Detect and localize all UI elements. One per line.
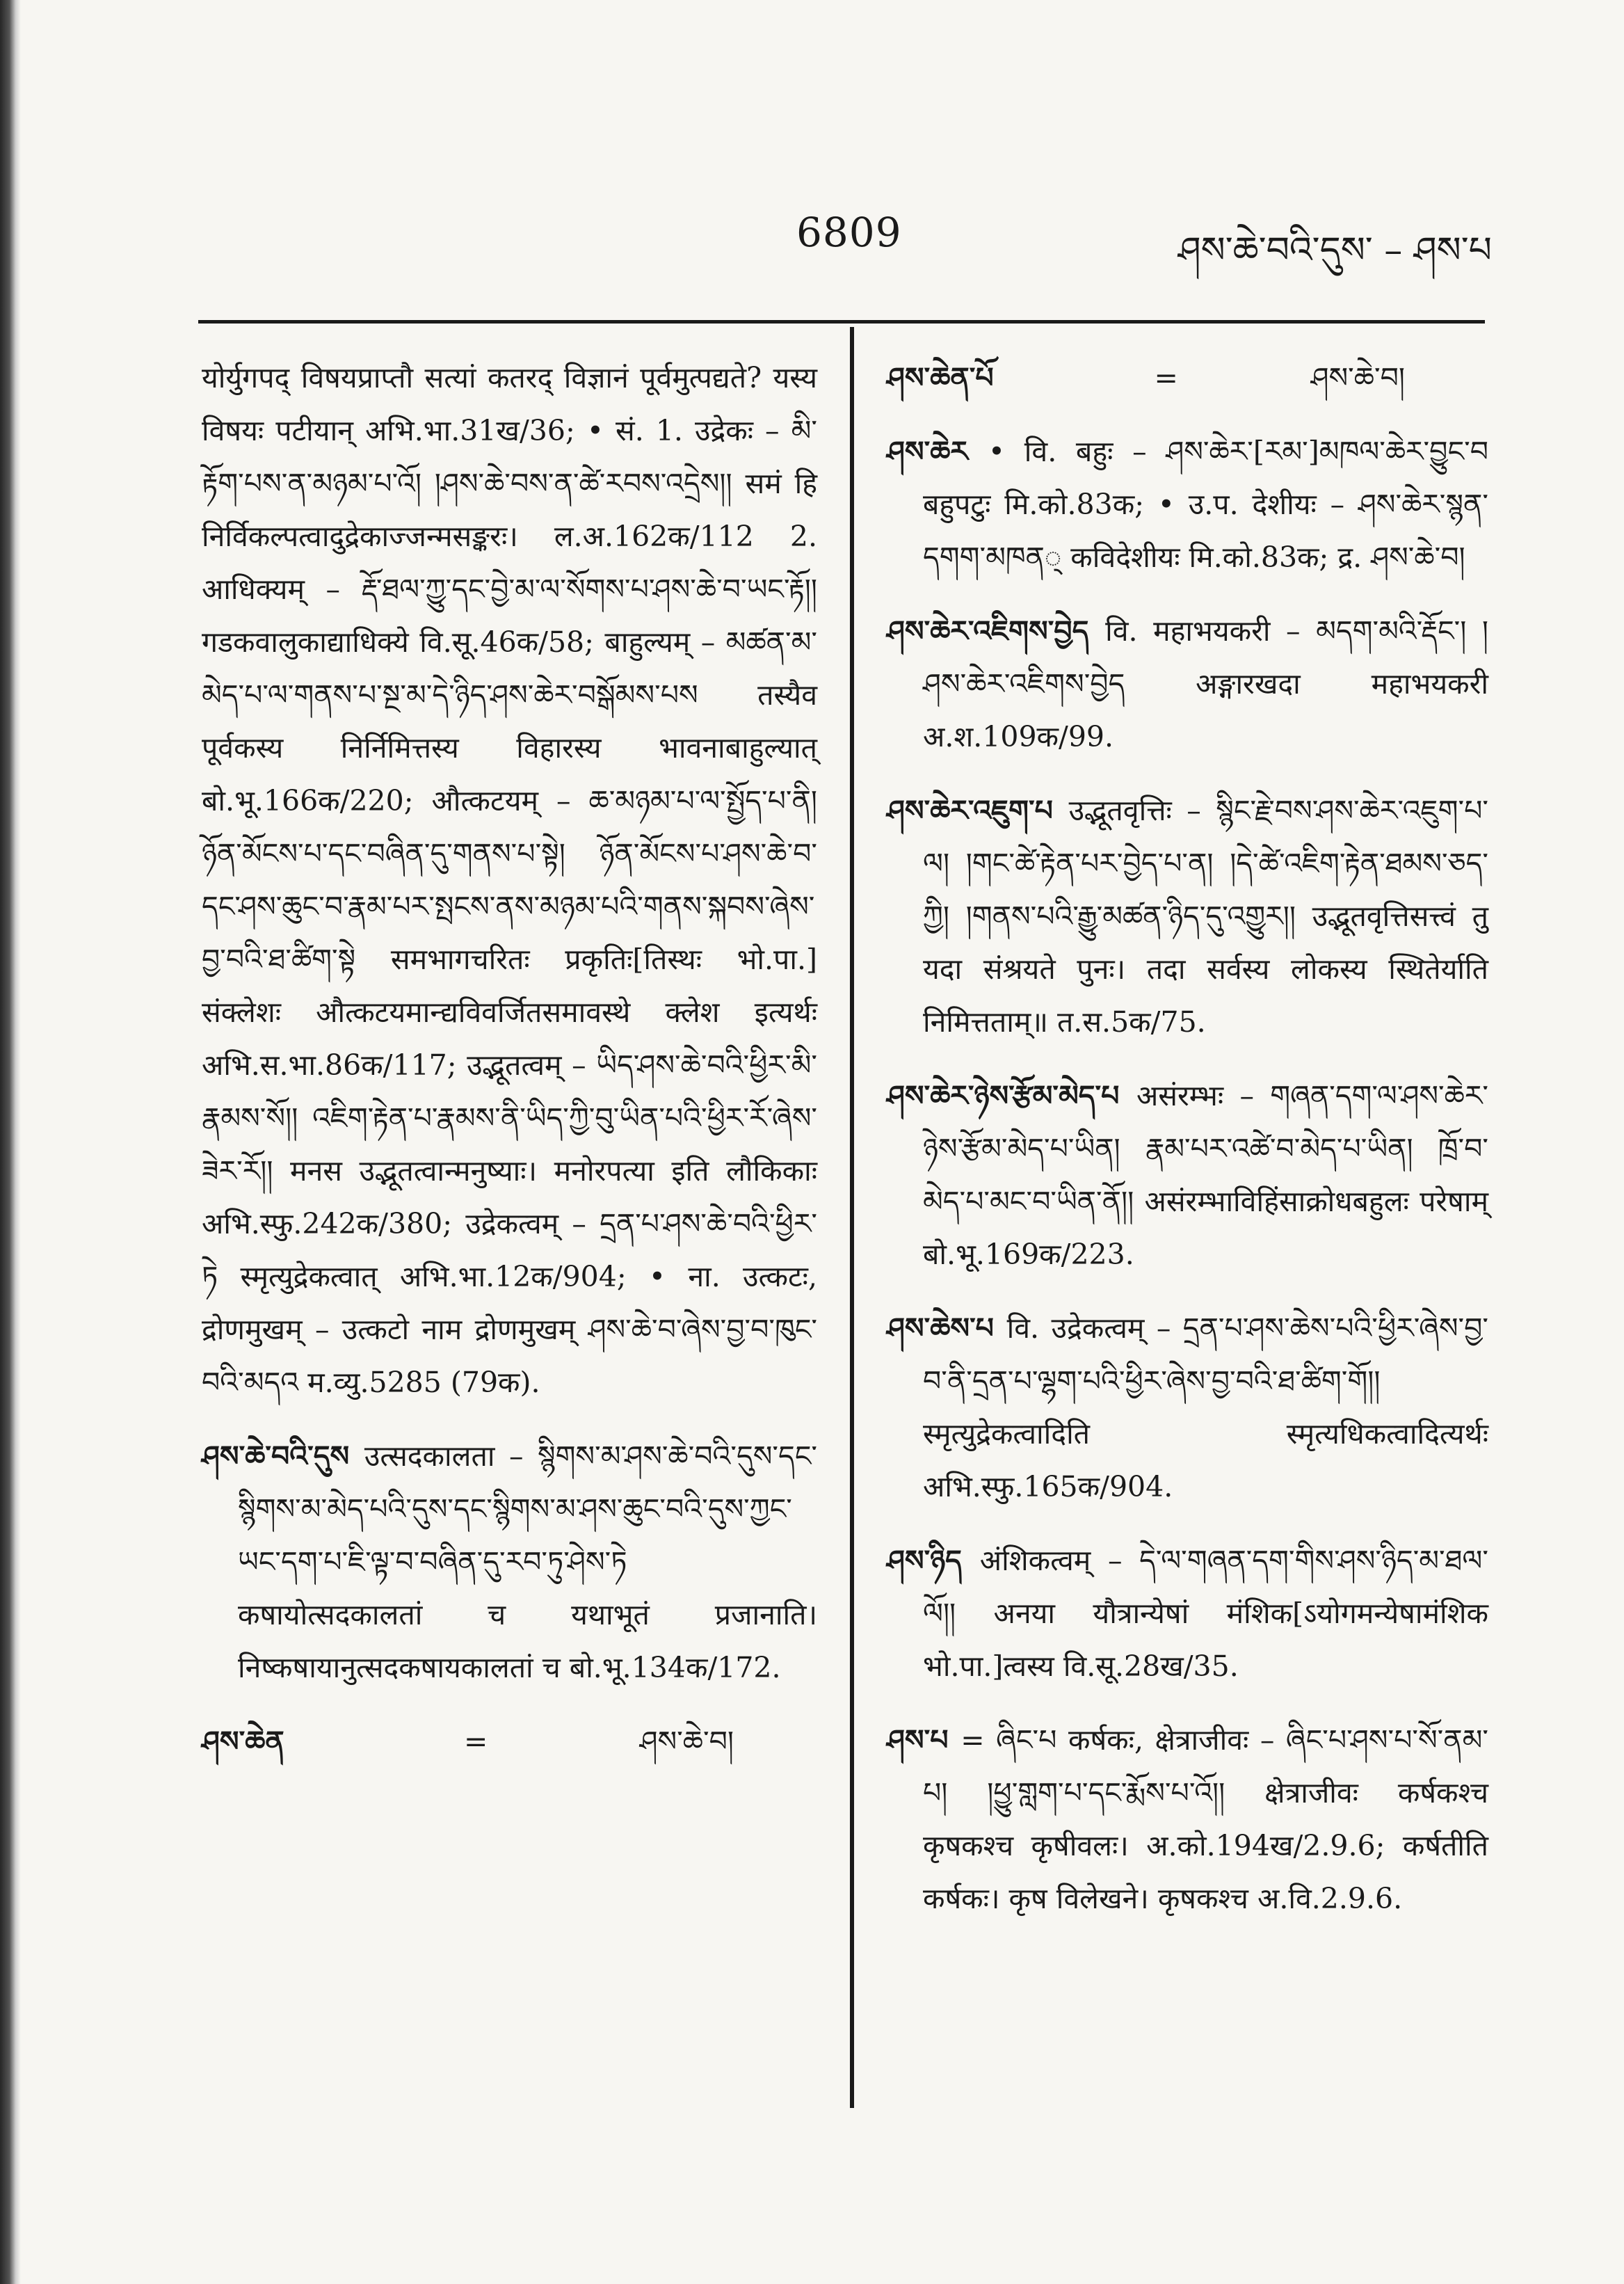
dictionary-entry (887, 784, 1488, 1048)
entry-body: उद्भूतवृत्तिः – སྙིང་རྗེ་བས་ཤས་ཆེར་འཇུག་པ་ལ། །གང་ཚེ་རྟེན་པར་བྱེད་པ་ན། །དེ་ཚེ་འཇིག་རྟེན་ཐམས་ཅད་ཀྱི། །གནས་པའི་རྒྱུ་མཚན་ཉིད་དུ་འགྱུར།། उद्भूतवृत्तिसत्त्वं तु यदा संश्रयते पुनः। तदा सर्वस्य लोकस्य स्थितेर्याति निमित्तताम्॥ त.स.5क/75. (923, 794, 1488, 1039)
entry-headword: ཤས་ཆེར (887, 435, 988, 468)
running-head: ཤས་ཆེ་བའི་དུས་ – ཤས་པ (1177, 230, 1492, 271)
equals-sign: = (464, 1725, 488, 1758)
cross-reference-entry (887, 351, 1488, 404)
entry-headword: ཤས་ཆེན (202, 1725, 284, 1758)
entry-body: वि. महाभयकरी – མདག་མའི་རྡོང་། །ཤས་ཆེར་འཇིགས་བྱེད अङ्गारखदा महाभयकरी अ.श.109क/99. (923, 614, 1488, 753)
column-divider (850, 327, 854, 2108)
entry-headword: ཤས་ཆེར་འཇུག་པ (887, 794, 1069, 827)
dictionary-entry (887, 1534, 1488, 1693)
book-spine-shadow (0, 0, 21, 2284)
entry-body: • वि. बहुः – ཤས་ཆེར་[རམ་]མཁལ་ཆེར་བྱུང་བ बहुपटुः मि.को.83क; • उ.प. देशीयः – ཤས་ཆེར་སྙན་དགག་མཁན् कविदेशीयः मि.को.83क; द्र. ཤས་ཆེ་བ། (923, 435, 1488, 574)
page-number: 6809 (796, 209, 902, 256)
cross-reference-target: ཤས་ཆེ་བ། (1310, 361, 1405, 394)
entry-headword: ཤས་ཆེས་པ (887, 1311, 1007, 1345)
entry-body: = ཞིང་པ कर्षकः, क्षेत्राजीवः – ཞིང་པ་ཤས་པ་སོ་ནམ་པ། །ཕྱུ་གླག་པ་དང་རྨོས་པ་འོ།། क्षेत्राजीवः कर्षकश्च कृषकश्च कृषीवलः। अ.को.194ख/2.9.6; कर्षतीति कर्षकः। कृष विलेखने। कृषकश्च अ.वि.2.9.6. (923, 1723, 1488, 1915)
entry-body: असंरम्भः – གཞན་དག་ལ་ཤས་ཆེར་ཉེས་རྩོམ་མེད་པ་ཡིན། རྣམ་པར་འཚེ་བ་མེད་པ་ཡིན། ཁྲོ་བ་མེད་པ་མང་བ་ཡིན་ནོ།། असंरम्भाविहिंसाक्रोधबहुलः परेषाम् बो.भू.169क/223. (923, 1079, 1489, 1271)
dictionary-entry (202, 1430, 817, 1694)
header-rule (198, 320, 1485, 324)
entry-headword: ཤས་ཆེན་པོ (887, 361, 994, 394)
equals-sign: = (1154, 361, 1178, 394)
dictionary-entry (887, 425, 1488, 584)
entry-headword: ཤས་ཆེ་བའི་དུས (202, 1439, 364, 1473)
cross-reference-target: ཤས་ཆེ་བ། (639, 1725, 734, 1758)
entry-body: अंशिकत्वम् – དེ་ལ་གཞན་དག་གིས་ཤས་ཉིད་མ་ཐལ་ལོ།། अनया यौत्रान्येषां मंशिक[ऽयोगमन्येषामंशिक भो.पा.]त्वस्य वि.सू.28ख/35. (923, 1544, 1488, 1683)
entry-body: वि. उद्रेकत्वम् – དྲན་པ་ཤས་ཆེས་པའི་ཕྱིར་ཞེས་བྱ་བ་ནི་དྲན་པ་ལྷག་པའི་ཕྱིར་ཞེས་བྱ་བའི་ཐ་ཚིག་གོ།། स्मृत्युद्रेकत्वादिति स्मृत्यधिकत्वादित्यर्थः अभि.स्फु.165क/904. (923, 1311, 1488, 1503)
entry-headword: ཤས་ཆེར་ཉེས་རྩོམ་མེད་པ (887, 1079, 1136, 1112)
dictionary-entry (887, 605, 1488, 763)
dictionary-entry (887, 1714, 1488, 1925)
entry-body: उत्सदकालता – སྙིགས་མ་ཤས་ཆེ་བའི་དུས་དང་སྙིགས་མ་མེད་པའི་དུས་དང་སྙིགས་མ་ཤས་ཆུང་བའི་དུས་ཀྱང་ཡང་དག་པ་ཇི་ལྟ་བ་བཞིན་དུ་རབ་ཏུ་ཤེས་ཏེ कषायोत्सदकालतां च यथाभूतं प्रजानाति। निष्कषायानुत्सदकषायकालतां च बो.भू.134क/172. (238, 1439, 817, 1684)
continued-entry: योर्युगपद् विषयप्राप्तौ सत्यां कतरद् विज्ञानं पूर्वमुत्पद्यते? यस्य विषयः पटीयान् अभि.भा.31ख/36; • सं. 1. उद्रेकः – མི་རྟོག་པས་ན་མཉམ་པ་འོ། །ཤས་ཆེ་བས་ན་ཚེ་རབས་འདྲེས།། समं हि निर्विकल्पत्वादुद्रेकाज्जन्मसङ्करः। ल.अ.162क/112 2. आधिक्यम् – རྡོ་ཐལ་ཀྱུ་དང་བྱེ་མ་ལ་སོགས་པ་ཤས་ཆེ་བ་ཡང་རྟོ།། गडकवालुकाद्याधिक्ये वि.सू.46क/58; बाहुल्यम् – མཚན་མ་མེད་པ་ལ་གནས་པ་སྔ་མ་དེ་ཉིད་ཤས་ཆེར་བསྒོམས་པས तस्यैव पूर्वकस्य निर्निमित्तस्य विहारस्य भावनाबाहुल्यात् बो.भू.166क/220; औत्कटयम् – ཆ་མཉམ་པ་ལ་སྤྱོད་པ་ནི། ཉོན་མོངས་པ་དང་བཞིན་དུ་གནས་པ་སྟེ། ཉོན་མོངས་པ་ཤས་ཆེ་བ་དང་ཤས་ཆུང་བ་རྣམ་པར་སྤངས་ནས་མཉམ་པའི་གནས་སྐབས་ཞེས་བྱ་བའི་ཐ་ཚིག་སྟེ समभागचरितः प्रकृतिः[तिस्थः भो.पा.] संक्लेशः औत्कटयमान्द्यविवर्जितसमावस्थे क्लेश इत्यर्थः अभि.स.भा.86क/117; उद्भूतत्वम् – ཡིད་ཤས་ཆེ་བའི་ཕྱིར་མི་རྣམས་སོ།། འཇིག་རྟེན་པ་རྣམས་ནི་ཡིད་ཀྱི་བུ་ཡིན་པའི་ཕྱིར་རོ་ཞེས་ཟེར་རོ།། मनस उद्भूतत्वान्मनुष्याः। मनोरपत्या इति लौकिकाः अभि.स्फु.242क/380; उद्रेकत्वम् – དྲན་པ་ཤས་ཆེ་བའི་ཕྱིར་ཏེ स्मृत्युद्रेकत्वात् अभि.भा.12क/904; • ना. उत्कटः, द्रोणमुखम् – उत्कटो नाम द्रोणमुखम् ཤས་ཆེ་བ་ཞེས་བྱ་བ་ཁུང་བའི་མདའ म.व्यु.5285 (79क). (202, 361, 817, 1399)
dictionary-entry (887, 1302, 1488, 1513)
entry-headword: ཤས་པ (887, 1723, 961, 1757)
cross-reference-entry (202, 1715, 817, 1768)
dictionary-entry (887, 1069, 1488, 1281)
entry-headword: ཤས་ཉིད (887, 1544, 980, 1577)
entry-headword: ཤས་ཆེར་འཇིགས་བྱེད (887, 614, 1106, 648)
right-column (887, 351, 1488, 1946)
left-column (202, 351, 817, 1789)
